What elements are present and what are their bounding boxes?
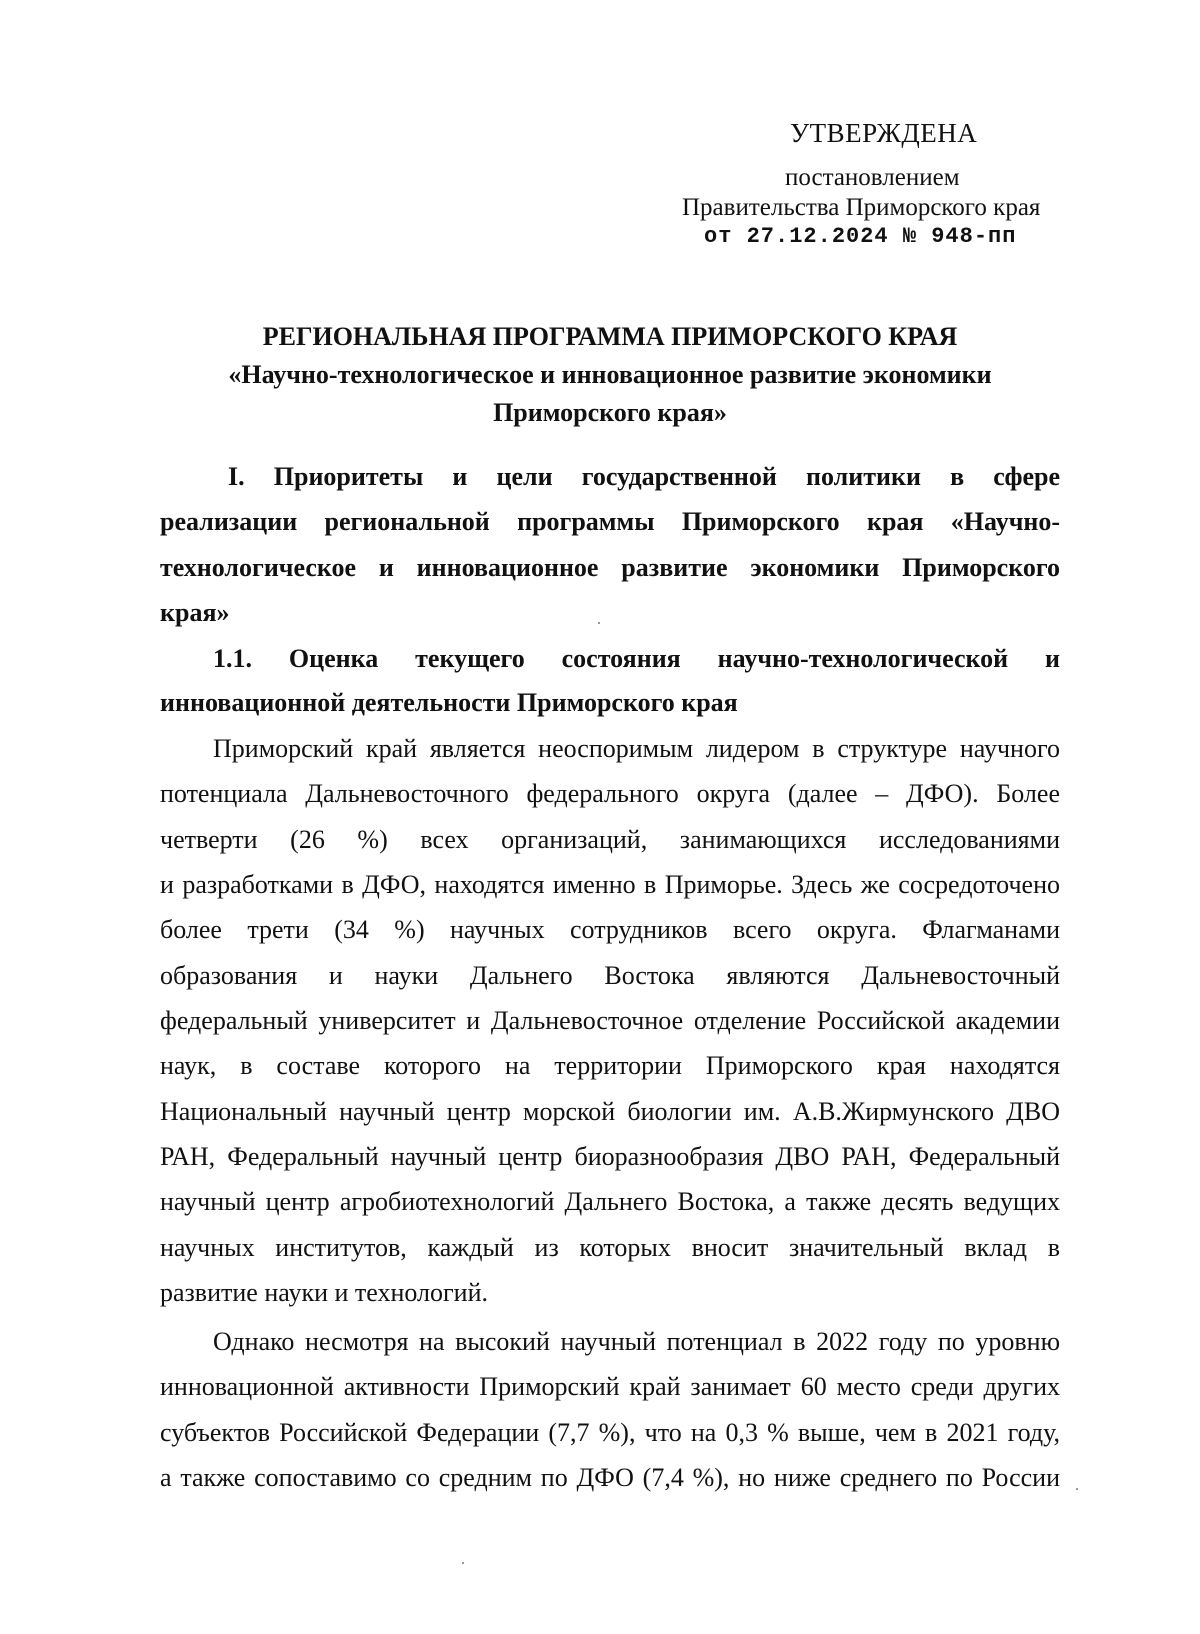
approval-resolution: постановлением [785,164,960,191]
program-title-line: «Научно-технологическое и инновационное развитие экономики [228,360,992,389]
paragraph-line: наук, в составе которого на территории Приморского края находятся [160,1051,1060,1080]
subsection-heading-line: инновационной деятельности Приморского края [160,688,738,717]
paragraph-line: Приморский край является неоспоримым лидером в структуре научного [213,734,1060,763]
paragraph-line: федеральный университет и Дальневосточное отделение Российской академии [160,1006,1060,1035]
paragraph-line: Национальный научный центр морской биологии им. А.В.Жирмунского ДВО [160,1097,1060,1126]
section-heading-line: реализации региональной программы Приморского края «Научно- [160,507,1060,536]
paragraph-line: а также сопоставимо со средним по ДФО (7,4 %), но ниже среднего по России [160,1463,1060,1492]
paragraph-line: РАН, Федеральный научный центр биоразнообразия ДВО РАН, Федеральный [160,1142,1060,1171]
paragraph-line: развитие науки и технологий. [160,1278,489,1307]
approval-government: Правительства Приморского края [682,194,1041,221]
scan-speck [1076,1488,1078,1490]
paragraph-line: и разработками в ДФО, находятся именно в Приморье. Здесь же сосредоточено [160,870,1060,899]
approval-date-number-stamp: от 27.12.2024 № 948-пп [704,224,1017,249]
section-heading-line: края» [160,598,230,627]
program-title-line: Приморского края» [493,398,727,427]
paragraph-line: научных институтов, каждый из которых вносит значительный вклад в [160,1233,1060,1262]
program-title [160,318,1060,432]
section-heading-line: технологическое и инновационное развитие экономики Приморского [160,553,1060,582]
paragraph-line: образования и науки Дальнего Востока являются Дальневосточный [160,961,1060,990]
paragraph-line: потенциала Дальневосточного федерального округа (далее – ДФО). Более [160,779,1060,808]
paragraph-line: более трети (34 %) научных сотрудников всего округа. Флагманами [160,915,1060,944]
paragraph-line: инновационной активности Приморский край занимает 60 место среди других [160,1372,1060,1401]
subsection-heading-line: 1.1. Оценка текущего состояния научно-технологической и [213,644,1060,673]
paragraph-line: научный центр агробиотехнологий Дальнего Востока, а также десять ведущих [160,1187,1060,1216]
scan-speck [462,1562,464,1564]
paragraph-line: субъектов Российской Федерации (7,7 %), что на 0,3 % выше, чем в 2021 году, [160,1418,1060,1447]
paragraph-line: четверти (26 %) всех организаций, занимающихся исследованиями [160,825,1060,854]
approval-heading: УТВЕРЖДЕНА [790,118,978,148]
scan-speck [598,622,600,624]
paragraph-line: Однако несмотря на высокий научный потенциал в 2022 году по уровню [213,1327,1060,1356]
program-title-line: РЕГИОНАЛЬНАЯ ПРОГРАММА ПРИМОРСКОГО КРАЯ [262,322,958,351]
section-heading-line: I. Приоритеты и цели государственной политики в сфере [228,462,1060,491]
